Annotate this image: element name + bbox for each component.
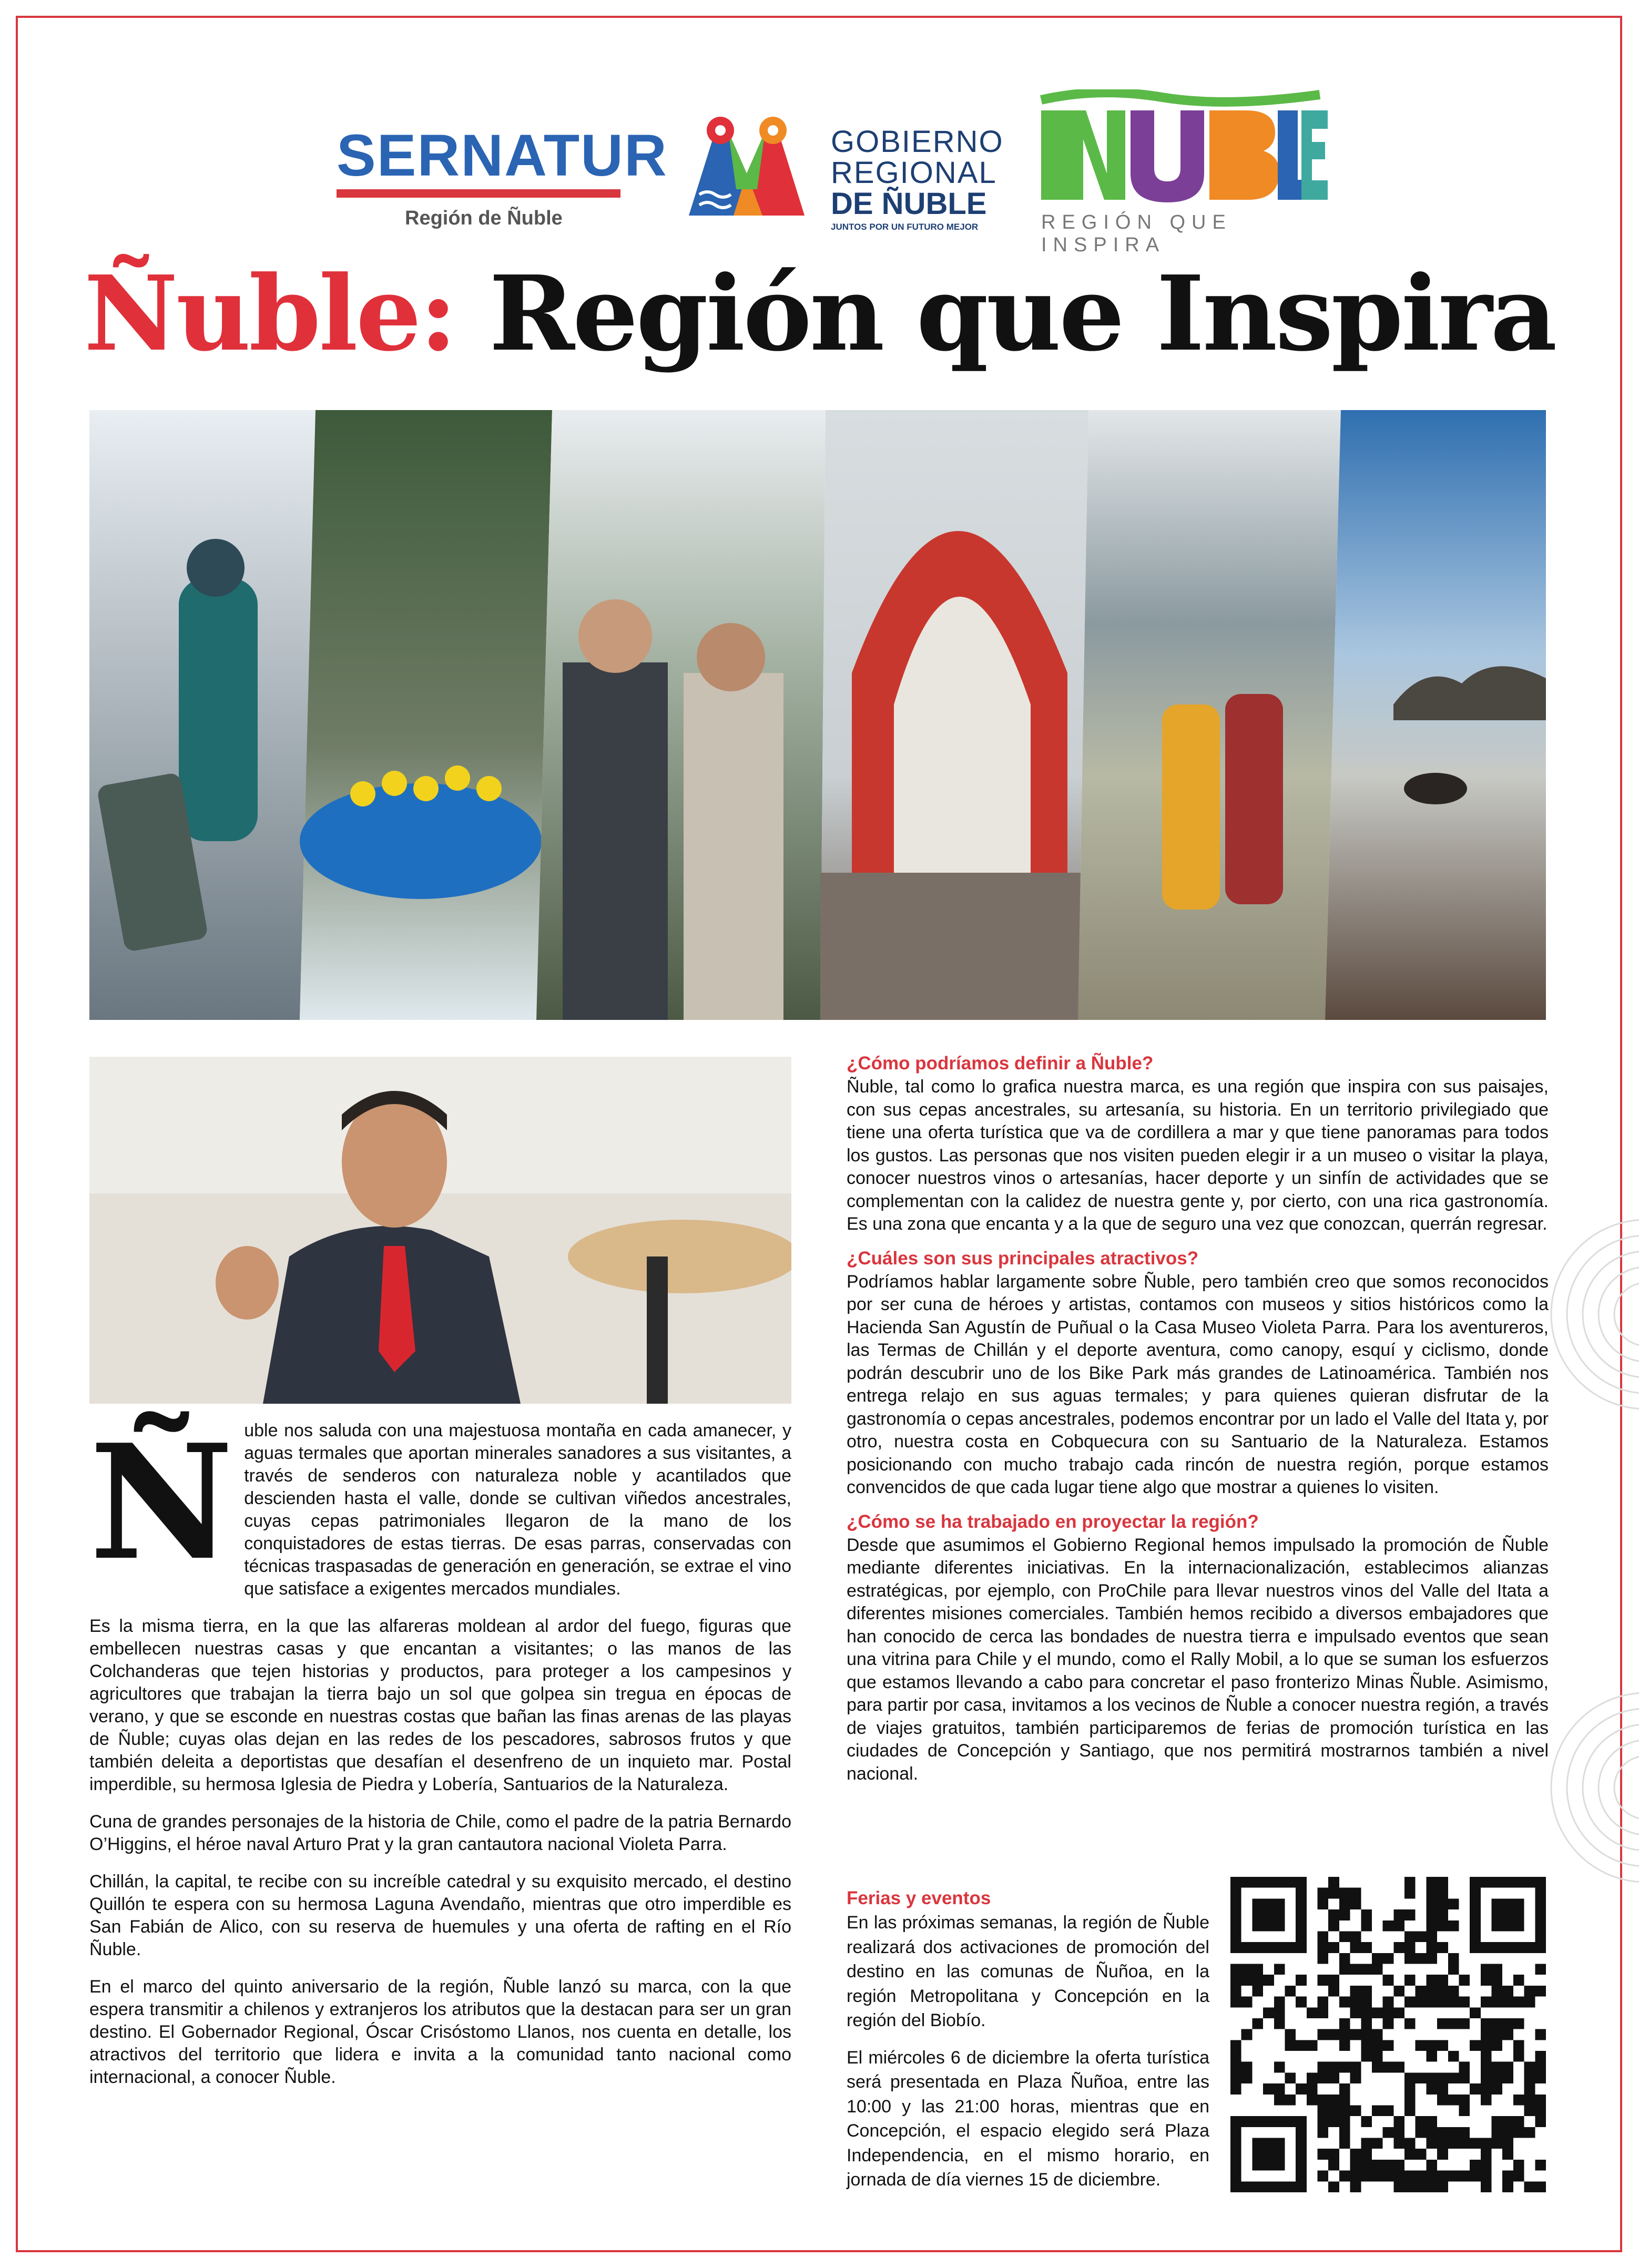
gore-tagline: JUNTOS POR UN FUTURO MEJOR: [831, 222, 979, 232]
sernatur-wordmark: SERNATUR: [337, 122, 668, 188]
governor-portrait-photo: [89, 1057, 791, 1404]
title-red-part: Ñuble:: [84, 253, 455, 374]
intro-paragraph-1: [89, 1409, 791, 1600]
interview-column: [847, 1051, 1549, 1796]
nuble-tagline: REGIÓN QUE INSPIRA: [1041, 211, 1232, 256]
question-1: ¿Cómo podríamos definir a Ñuble?: [847, 1053, 1154, 1074]
qr-code-icon[interactable]: [1230, 1877, 1546, 2192]
sernatur-subtitle: Región de Ñuble: [405, 207, 563, 229]
gore-line1: GOBIERNO: [831, 125, 1004, 159]
intro-paragraph-3: Cuna de grandes personajes de la historia de Chile, como el padre de la patria Bernardo O’Higgins, el héroe naval Arturo Prat y la gran cantautora nacional Violeta Parra.: [89, 1812, 791, 1854]
page-title: [0, 252, 1639, 376]
intro-paragraph-1-text: uble nos saluda con una majestuosa montaña en cada amanecer, y aguas termales que aportan minerales sanadores a sus visitantes, a través de senderos con naturaleza noble y acantilados que descienden hasta el valle, donde se cultivan viñedos ancestrales, cuyas cepas patrimoniales llegaron de la mano de los conquistadores de estas tierras. De esas parras, conservadas con técnicas traspasadas de generación en generación, se extrae el vino que satisface a exigentes mercados mundiales.: [244, 1421, 791, 1599]
intro-paragraph-5: En el marco del quinto aniversario de la región, Ñuble lanzó su marca, con la que espera transmitir a chilenos y extranjeros los atributos que la destacan para ser un gran destino. El Gobernador Regional, Óscar Crisóstomo Llanos, nos cuenta en detalle, los atractivos del territorio que lidera e invita a la comunidad tanto nacional como internacional, a conocer Ñuble.: [89, 1977, 791, 2087]
gore-line3: DE ÑUBLE: [831, 187, 987, 221]
ferias-section: [847, 1886, 1209, 2205]
sernatur-bar: [337, 189, 620, 198]
intro-paragraph-4: Chillán, la capital, te recibe con su increíble catedral y su exquisito mercado, el destino Quillón te espera con su hermosa Laguna Avendaño, mientras que otro imperdible es San Fabián de Alico, con su reserva de huemules y una oferta de rafting en el Río Ñuble.: [89, 1872, 791, 1959]
ferias-heading: Ferias y eventos: [847, 1888, 991, 1908]
question-2: ¿Cuáles son sus principales atractivos?: [847, 1248, 1199, 1269]
intro-column: [89, 1409, 791, 2103]
title-black-part: Región que Inspira: [489, 253, 1555, 374]
ferias-paragraph-1: En las próximas semanas, la región de Ñuble realizará dos activaciones de promoción del destino en las comunas de Ñuñoa, en la región Metropolitana y Concepción en la región del Biobío.: [847, 1913, 1209, 2030]
nuble-wordmark: [1036, 89, 1330, 205]
photo-collage: [89, 410, 1546, 1020]
drop-cap: Ñ: [89, 1409, 234, 1595]
question-3: ¿Cómo se ha trabajado en proyectar la región?: [847, 1511, 1259, 1532]
gore-line2: REGIONAL: [831, 156, 997, 190]
nuble-brand-logo: [1036, 89, 1336, 256]
answer-2: Podríamos hablar largamente sobre Ñuble, pero también creo que somos reconocidos por ser cuna de héroes y artistas, contamos con museos y sitios históricos como la Hacienda San Agustín de Puñual o la Casa Museo Violeta Parra. Para los aventureros, las Termas de Chillán y el deporte aventura, como canopy, esquí y ciclismo, donde podrán descubrir uno de los Bike Park más grandes de Latinoamérica. También nos entrega relajo en sus aguas termales; y para quienes quieran disfrutar de la gastronomía o cepas ancestrales, podemos encontrar por un lado el Valle del Itata y, por otro, nuestra costa en Cobquecura con su Santuario de la Naturaleza. Estamos posicionando con mucho trabajo cada rincón de nuestra región, porque estamos convencidos de que cada lugar tiene algo que mostrar a quienes lo visiten.: [847, 1271, 1549, 1497]
intro-paragraph-2: Es la misma tierra, en la que las alfareras moldean al ardor del fuego, figuras que embellecen nuestras casas y que encantan a visitantes; o las manos de las Colchanderas que tejen historias y productos, para proteger a los campesinos y agricultores que trabajan la tierra bajo un sol que golpea sin tregua en épocas de verano, y que se esconde en nuestras costas que bañan las finas arenas de las playas de Ñuble; cuyas olas dejan en las redes de los pescadores, sabrosos frutos y que también deleita a deportistas que desafían el desenfreno de un inquieto mar. Postal imperdible, su hermosa Iglesia de Piedra y Lobería, Santuarios de la Naturaleza.: [89, 1616, 791, 1794]
answer-1: Ñuble, tal como lo grafica nuestra marca, es una región que inspira con sus paisajes, con sus cepas ancestrales, su artesanía, su historia. En un territorio privilegiado que tiene una oferta turística que va de cordillera a mar y que tiene panoramas para todos los gustos. Las personas que nos visiten pueden elegir ir a un museo o visitar la playa, conocer nuestros vinos o artesanías, hacer deporte y un sinfín de actividades que se complementan con la calidez de nuestra gente y, por cierto, con una rica gastronomía. Es una zona que encanta y a la que de seguro una vez que conozcan, querrán regresar.: [847, 1077, 1549, 1234]
ferias-paragraph-2: El miércoles 6 de diciembre la oferta turística será presentada en Plaza Ñuñoa, entre las 10:00 y las 21:00 horas, mientras que en Concepción, el espacio elegido será Plaza Independencia, en el mismo horario, en jornada de día viernes 15 de diciembre.: [847, 2047, 1209, 2190]
gobierno-regional-logo: [678, 110, 1004, 231]
answer-3: Desde que asumimos el Gobierno Regional hemos impulsado la promoción de Ñuble mediante diferentes iniciativas. En la internacionalización, establecimos alianzas estratégicas, por ejemplo, con ProChile para llevar nuestros vinos del Valle del Itata a diferentes misiones comerciales. También hemos recibido a diversos embajadores que han conocido de cerca las bondades de nuestra tierra e impulsado eventos que sean una vitrina para Chile y el mundo, como el Rally Mobil, a lo que se suman los esfuerzos que estamos llevando a cabo para concretar el paso fronterizo Minas Ñuble. Asimismo, para partir por casa, invitamos a los vecinos de Ñuble a conocer nuestra región, a través de viajes gratuitos, también participaremos de ferias de promoción turística en las ciudades de Concepción y Santiago, que nos permitirá mostrarnos también a nivel nacional.: [847, 1535, 1549, 1784]
sernatur-logo: [337, 122, 668, 231]
gobierno-regional-mark-icon: [678, 110, 815, 231]
